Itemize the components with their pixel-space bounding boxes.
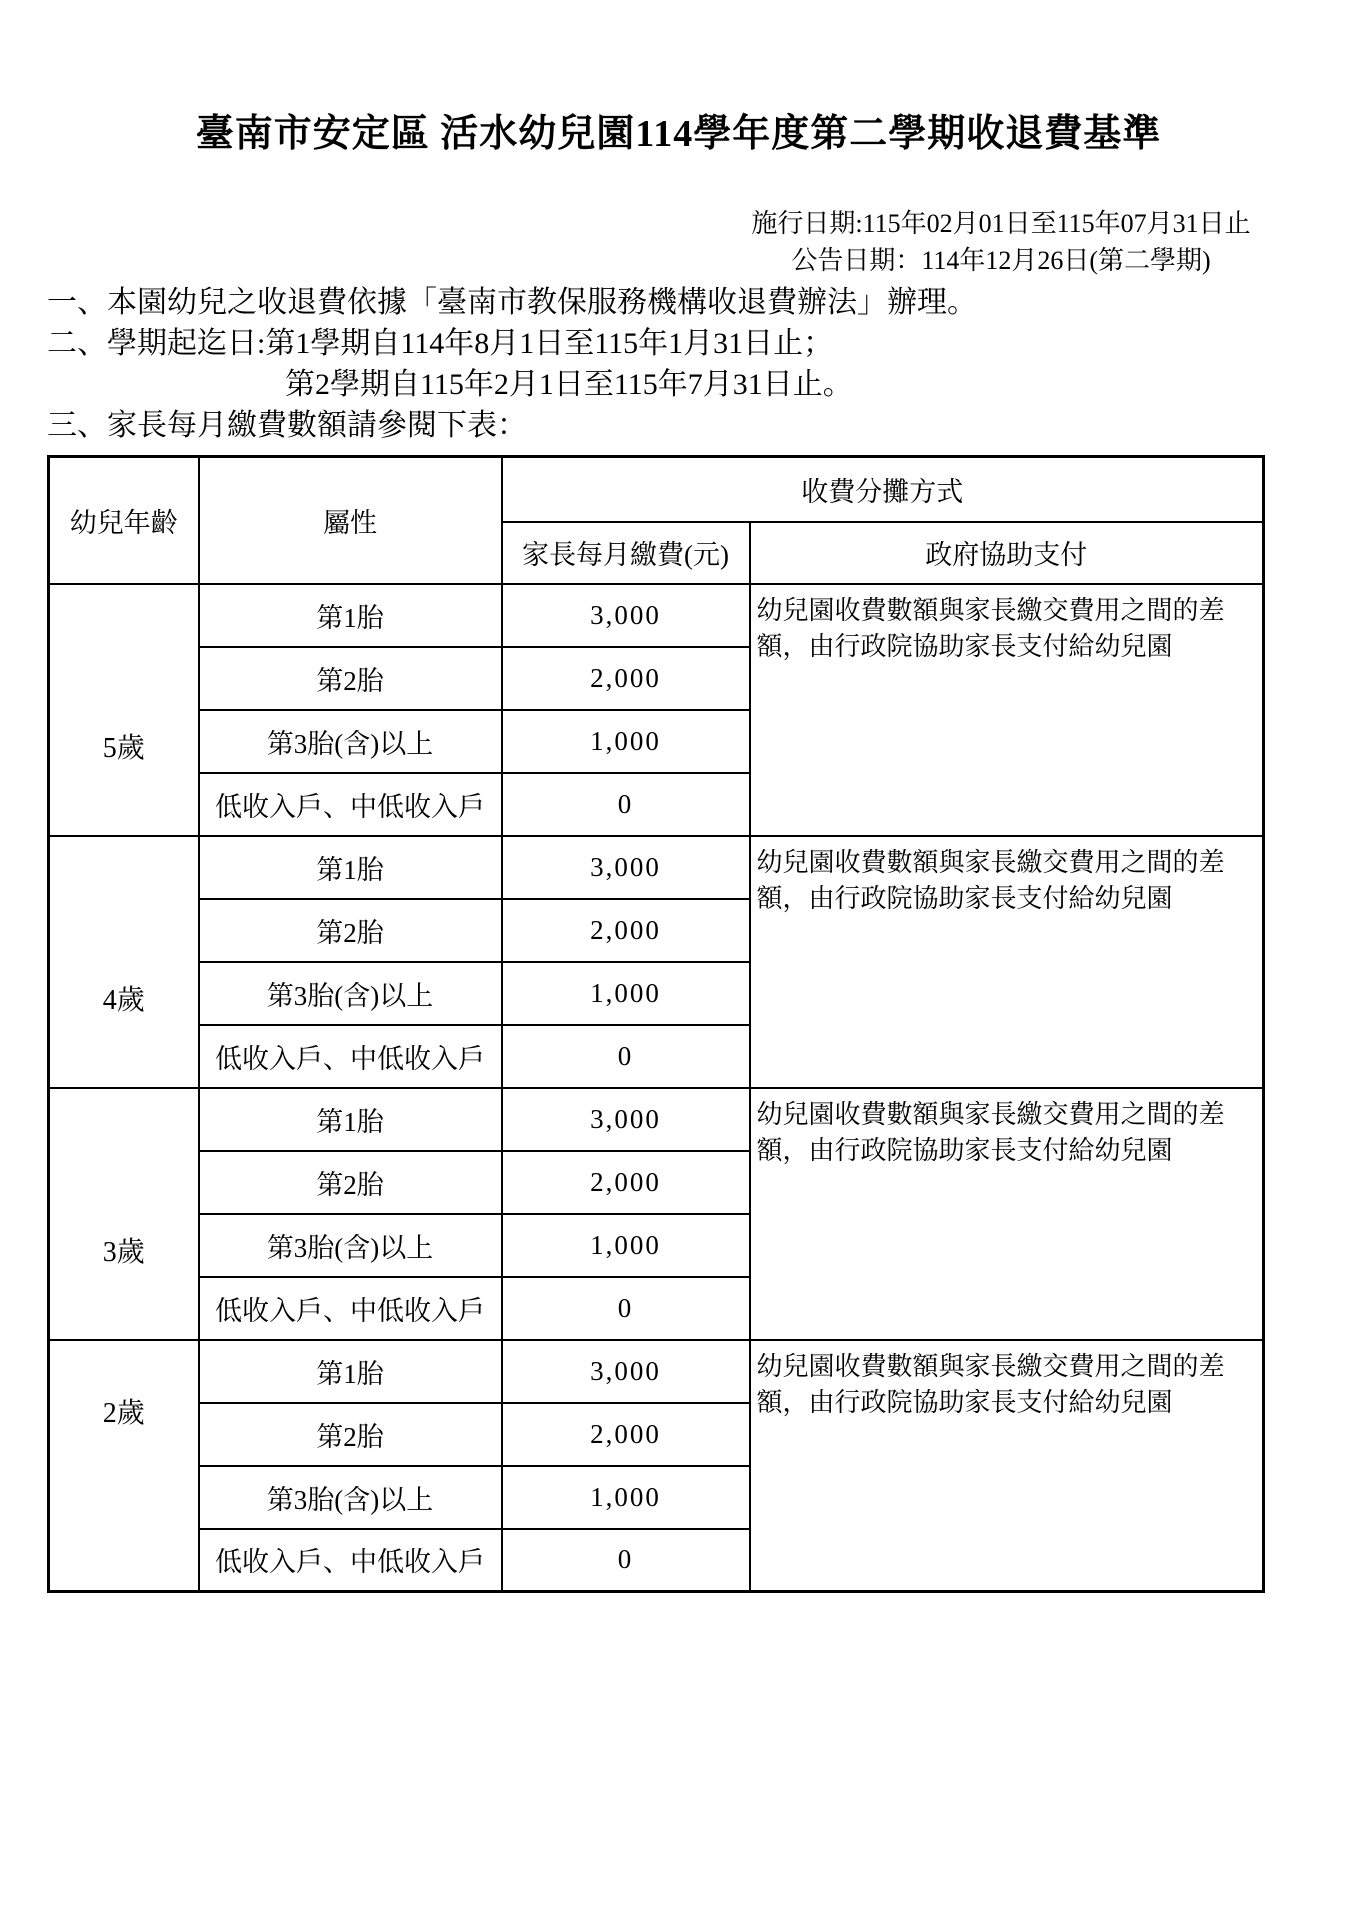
attribute-cell: 低收入戶、中低收入戶 bbox=[199, 1277, 502, 1340]
fee-cell: 3,000 bbox=[502, 836, 750, 899]
table-row bbox=[49, 584, 1264, 647]
attribute-cell: 第3胎(含)以上 bbox=[199, 710, 502, 773]
age-cell: 2歲 bbox=[49, 1340, 199, 1592]
attribute-cell: 第3胎(含)以上 bbox=[199, 962, 502, 1025]
attribute-cell: 第1胎 bbox=[199, 836, 502, 899]
header-parent-fee: 家長每月繳費(元) bbox=[502, 522, 750, 584]
fee-cell: 3,000 bbox=[502, 584, 750, 647]
announcement-date: 公告日期：114年12月26日(第二學期) bbox=[791, 246, 1211, 276]
table-row bbox=[49, 836, 1264, 899]
fee-cell: 2,000 bbox=[502, 1403, 750, 1466]
government-note-cell: 幼兒園收費數額與家長繳交費用之間的差額，由行政院協助家長支付給幼兒園 bbox=[750, 836, 1264, 1088]
fee-cell: 3,000 bbox=[502, 1340, 750, 1403]
note-line-2-continued: 第2學期自115年2月1日至115年7月31日止。 bbox=[285, 368, 853, 402]
header-age: 幼兒年齡 bbox=[49, 457, 199, 584]
fee-cell: 1,000 bbox=[502, 962, 750, 1025]
notes-block bbox=[47, 282, 1357, 446]
attribute-cell: 第1胎 bbox=[199, 584, 502, 647]
implementation-date: 施行日期:115年02月01日至115年07月31日止 bbox=[751, 209, 1251, 239]
attribute-cell: 低收入戶、中低收入戶 bbox=[199, 773, 502, 836]
attribute-cell: 第3胎(含)以上 bbox=[199, 1214, 502, 1277]
age-cell: 5歲 bbox=[49, 584, 199, 836]
government-note-cell: 幼兒園收費數額與家長繳交費用之間的差額，由行政院協助家長支付給幼兒園 bbox=[750, 1088, 1264, 1340]
fee-cell: 3,000 bbox=[502, 1088, 750, 1151]
fee-cell: 0 bbox=[502, 1529, 750, 1592]
fee-cell: 2,000 bbox=[502, 1151, 750, 1214]
header-attribute: 屬性 bbox=[199, 457, 502, 584]
attribute-cell: 第2胎 bbox=[199, 647, 502, 710]
attribute-cell: 第1胎 bbox=[199, 1088, 502, 1151]
fee-cell: 2,000 bbox=[502, 899, 750, 962]
header-government: 政府協助支付 bbox=[750, 522, 1264, 584]
note-line-1: 一、本園幼兒之收退費依據「臺南市教保服務機構收退費辦法」辦理。 bbox=[47, 286, 977, 320]
attribute-cell: 低收入戶、中低收入戶 bbox=[199, 1025, 502, 1088]
government-note-cell: 幼兒園收費數額與家長繳交費用之間的差額，由行政院協助家長支付給幼兒園 bbox=[750, 1340, 1264, 1592]
fee-cell: 0 bbox=[502, 1025, 750, 1088]
attribute-cell: 第3胎(含)以上 bbox=[199, 1466, 502, 1529]
document-title: 臺南市安定區 活水幼兒園114學年度第二學期收退費基準 bbox=[195, 113, 1162, 155]
attribute-cell: 第2胎 bbox=[199, 1151, 502, 1214]
fee-cell: 1,000 bbox=[502, 710, 750, 773]
attribute-cell: 第2胎 bbox=[199, 899, 502, 962]
fee-table bbox=[47, 455, 1265, 1593]
fee-cell: 0 bbox=[502, 1277, 750, 1340]
fee-cell: 1,000 bbox=[502, 1466, 750, 1529]
attribute-cell: 第2胎 bbox=[199, 1403, 502, 1466]
age-cell: 4歲 bbox=[49, 836, 199, 1088]
attribute-cell: 低收入戶、中低收入戶 bbox=[199, 1529, 502, 1592]
table-row bbox=[49, 1340, 1264, 1403]
header-fee-share: 收費分攤方式 bbox=[502, 457, 1264, 522]
attribute-cell: 第1胎 bbox=[199, 1340, 502, 1403]
fee-cell: 1,000 bbox=[502, 1214, 750, 1277]
age-cell: 3歲 bbox=[49, 1088, 199, 1340]
table-row bbox=[49, 1088, 1264, 1151]
fee-cell: 0 bbox=[502, 773, 750, 836]
note-line-2: 二、學期起迄日:第1學期自114年8月1日至115年1月31日止； bbox=[47, 327, 834, 361]
date-block bbox=[740, 205, 1262, 279]
table-header-row-1 bbox=[49, 457, 1264, 522]
fee-cell: 2,000 bbox=[502, 647, 750, 710]
note-line-3: 三、家長每月繳費數額請參閱下表： bbox=[47, 409, 527, 443]
government-note-cell: 幼兒園收費數額與家長繳交費用之間的差額，由行政院協助家長支付給幼兒園 bbox=[750, 584, 1264, 836]
